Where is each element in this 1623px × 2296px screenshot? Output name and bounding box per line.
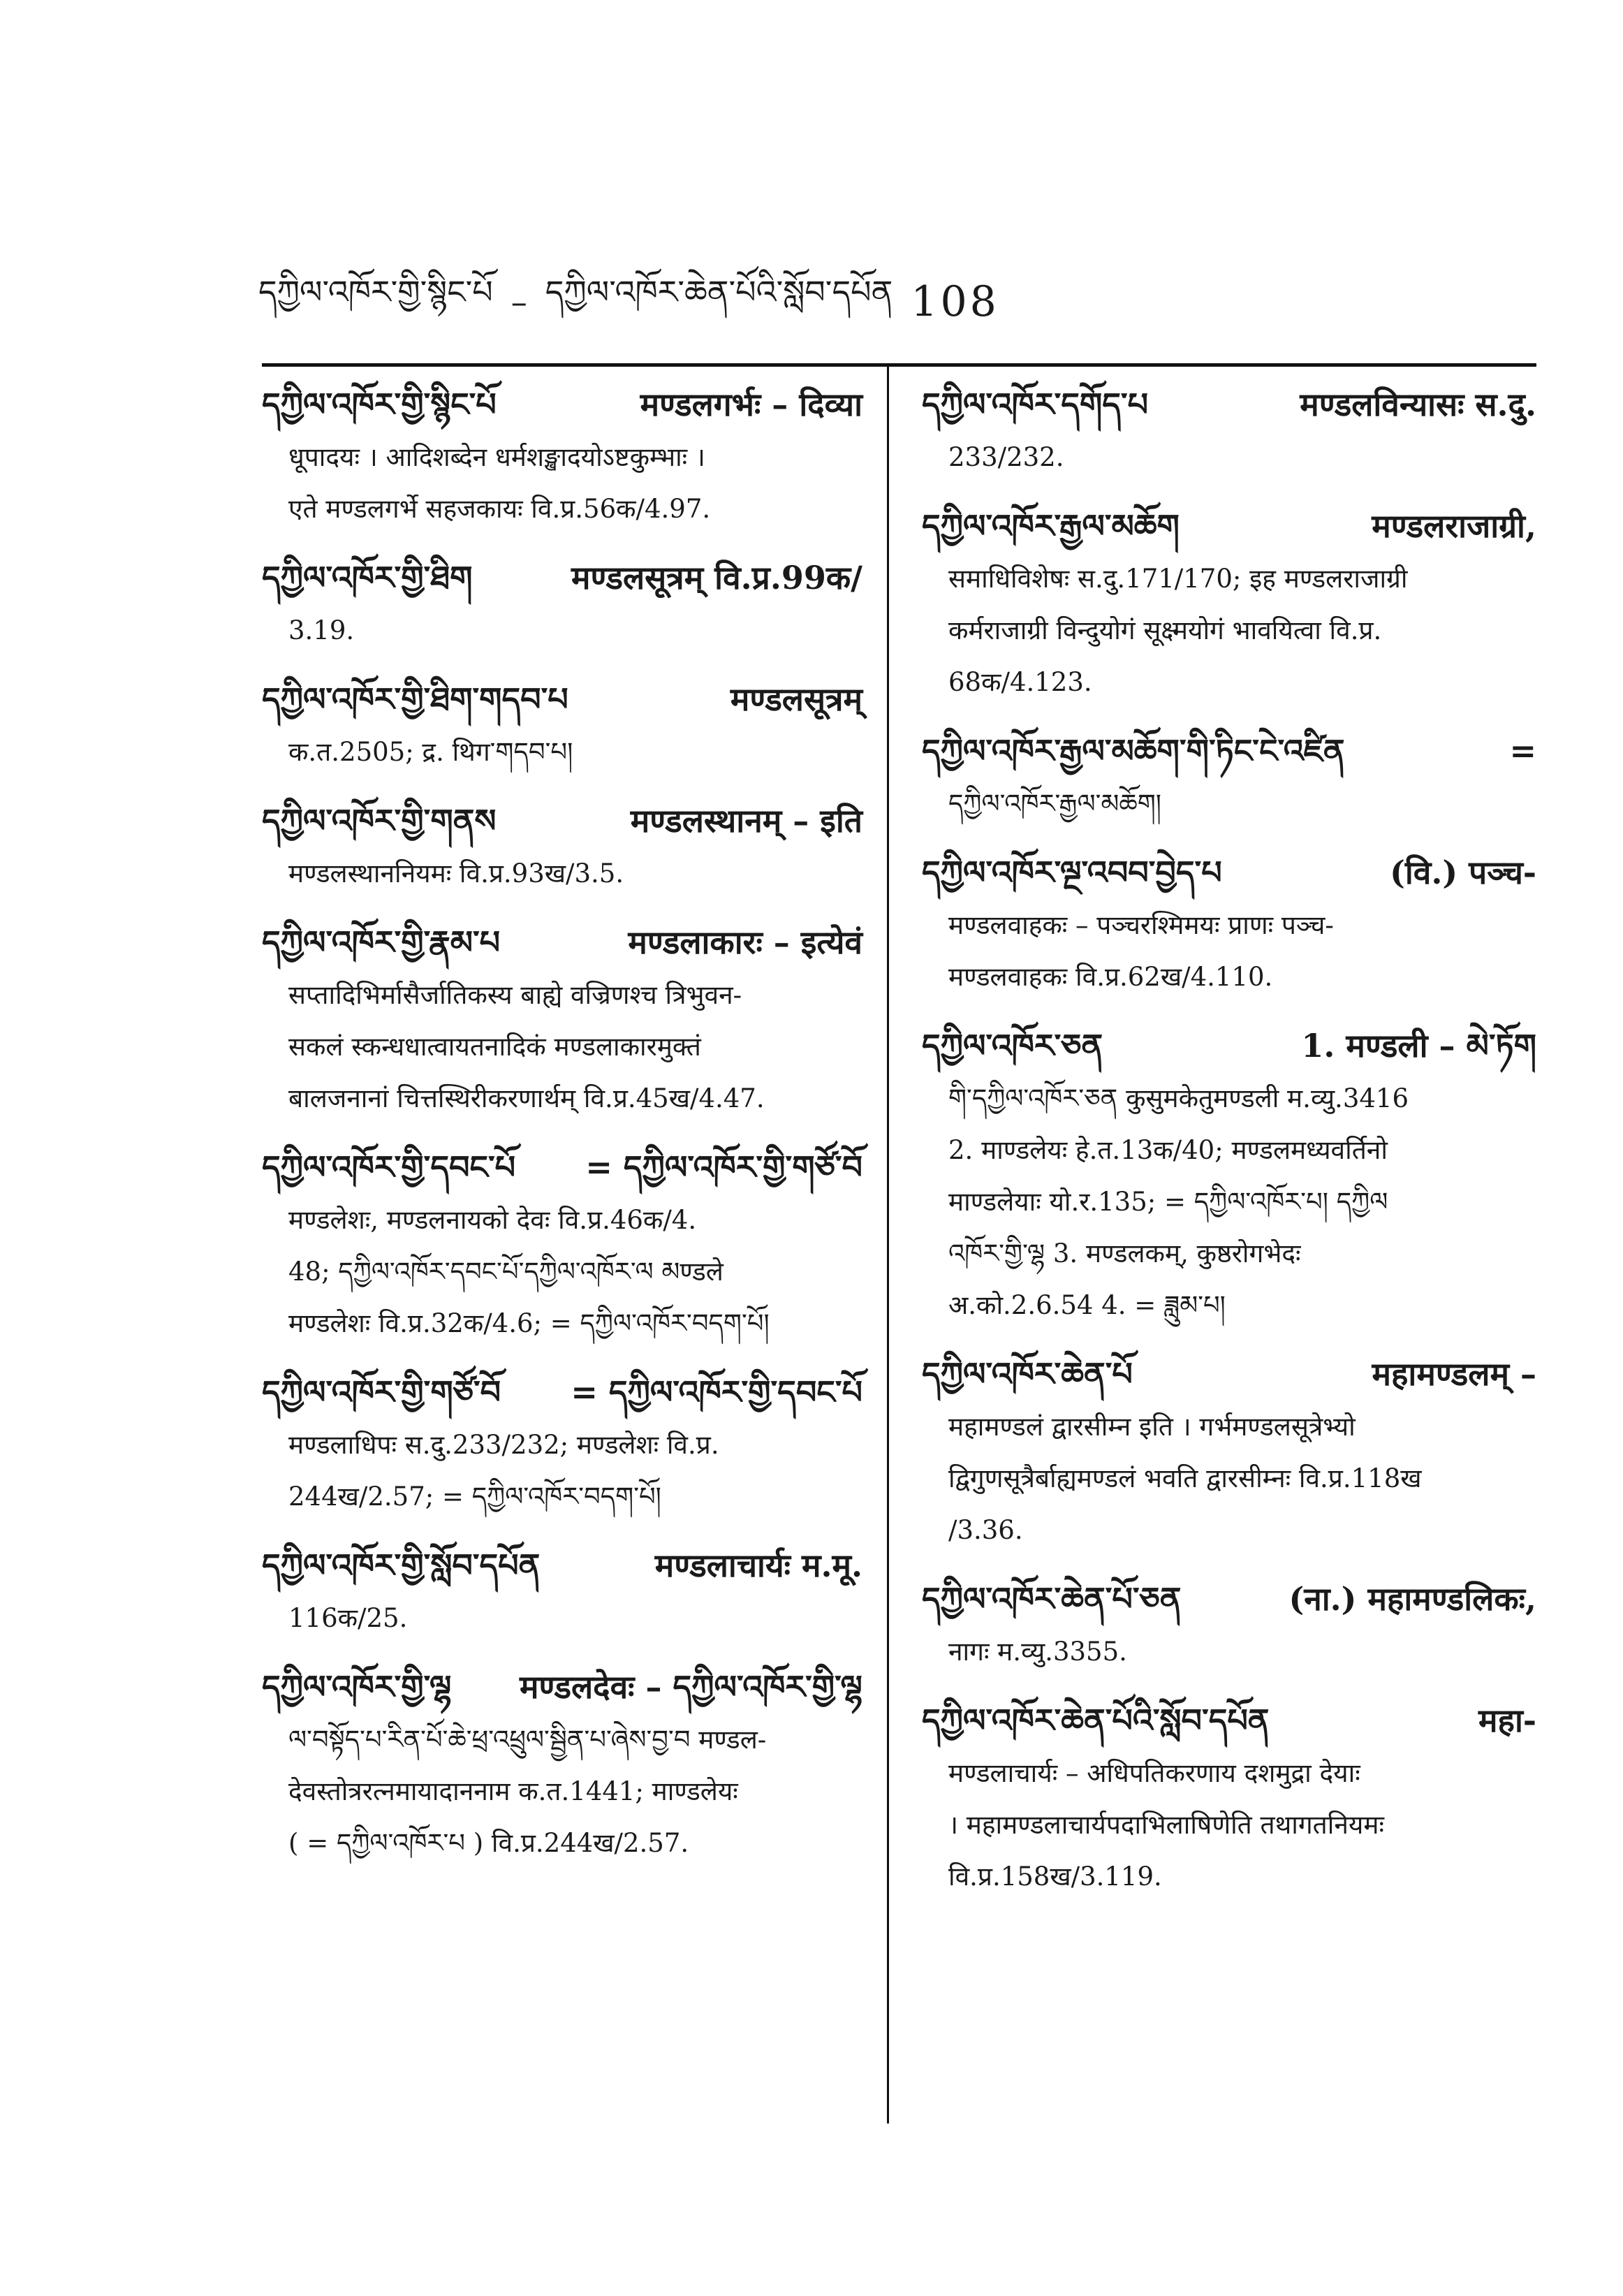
entry-headword — [922, 1572, 1536, 1626]
entry-definition-line: 233/232. — [948, 442, 1064, 472]
entry-headword — [922, 724, 1536, 778]
entry-headword — [262, 672, 862, 726]
entry-definition-line: समाधिविशेषः स.दु.171/170; इह मण्डलराजाग्री — [948, 564, 1408, 594]
entry-definition-line: मण्डलेशः वि.प्र.32क/4.6; = དཀྱིལ་འཁོར་བདག་པོ། — [288, 1308, 770, 1338]
sanskrit-equivalent: मण्डलगर्भः – दिव्या — [640, 386, 862, 423]
dictionary-entry — [262, 1660, 862, 1869]
entry-headword — [262, 794, 862, 848]
entry-headword — [922, 1347, 1536, 1401]
dictionary-entry — [262, 794, 862, 900]
sanskrit-equivalent: मण्डलविन्यासः स.दु. — [1300, 386, 1536, 423]
sanskrit-equivalent: मण्डलाचार्यः म.मू. — [654, 1546, 862, 1584]
entry-headword — [922, 499, 1536, 553]
dictionary-entry — [922, 1693, 1536, 1903]
dictionary-entry — [262, 1140, 862, 1350]
entry-definition-line: सप्तादिभिर्मासैर्जातिकस्य बाह्ये वज्रिणश्च त्रिभुवन- — [288, 980, 742, 1010]
header-right-term: དཀྱིལ་འཁོར་ཆེན་པོའི་སློབ་དཔོན — [545, 272, 893, 311]
entry-headword — [922, 845, 1536, 900]
entry-headword — [262, 377, 862, 432]
tibetan-term: དཀྱིལ་འཁོར་ཆེན་པོ — [922, 1355, 1133, 1393]
header-left-term: དཀྱིལ་འཁོར་གྱི་སྙིང་པོ — [258, 272, 493, 311]
entry-definition-line: अ.को.2.6.54 4. = ཟླུམ་པ། — [948, 1290, 1226, 1320]
entry-definition-line: एते मण्डलगर्भे सहजकायः वि.प्र.56क/4.97. — [288, 494, 711, 524]
entry-headword — [922, 1018, 1536, 1073]
entry-definition-line: 68क/4.123. — [948, 667, 1092, 697]
entry-headword — [922, 1693, 1536, 1748]
dictionary-entry — [262, 377, 862, 535]
dictionary-entry — [262, 1365, 862, 1523]
entry-definition-line: वि.प्र.158ख/3.119. — [948, 1862, 1162, 1892]
sanskrit-equivalent: (ना.) महामण्डलिकः, — [1288, 1580, 1536, 1618]
dictionary-entry — [922, 1572, 1536, 1678]
tibetan-term: དཀྱིལ་འཁོར་གྱི་སྙིང་པོ — [262, 386, 497, 423]
entry-definition-line: क.त.2505; द्र. थिग་གདབ་པ། — [288, 737, 573, 767]
entry-definition-line: /3.36. — [948, 1515, 1023, 1545]
tibetan-term: དཀྱིལ་འཁོར་རྒྱལ་མཆོག — [922, 507, 1180, 545]
entry-headword — [262, 1140, 862, 1194]
entry-definition-line: मण्डलवाहकः वि.प्र.62ख/4.110. — [948, 962, 1273, 992]
entry-definition-line: कर्मराजाग्री विन्दुयोगं सूक्ष्मयोगं भावयित्वा वि.प्र. — [948, 615, 1382, 645]
entry-definition-line: 244ख/2.57; = དཀྱིལ་འཁོར་བདག་པོ། — [288, 1482, 661, 1512]
right-column — [922, 377, 1536, 1918]
entry-definition-line: मण्डलेशः, मण्डलनायको देवः वि.प्र.46क/4. — [288, 1205, 697, 1235]
dictionary-entry — [262, 672, 862, 778]
sanskrit-equivalent: मण्डलाकारः – इत्येवं — [628, 923, 862, 961]
tibetan-term: དཀྱིལ་འཁོར་དགོད་པ — [922, 386, 1149, 423]
entry-definition-line: मण्डलस्थाननियमः वि.प्र.93ख/3.5. — [288, 858, 624, 889]
entry-definition-line: मण्डलाचार्यः – अधिपतिकरणाय दशमुद्रा देयाः — [948, 1758, 1360, 1788]
entry-headword — [262, 915, 862, 970]
entry-definition-line: གི་དཀྱིལ་འཁོར་ཅན कुसुमकेतुमण्डली म.व्यु.3416 — [948, 1083, 1409, 1113]
dictionary-entry — [922, 377, 1536, 483]
dictionary-entry — [262, 1538, 862, 1644]
dictionary-entry — [922, 1018, 1536, 1331]
sanskrit-equivalent: महामण्डलम् – — [1372, 1355, 1536, 1393]
dictionary-entry — [262, 915, 862, 1125]
tibetan-term: དཀྱིལ་འཁོར་རྒྱལ་མཆོག་གི་ཏིང་ངེ་འཛིན — [922, 732, 1345, 770]
entry-definition-line: महामण्डलं द्वारसीम्न इति । गर्भमण्डलसूत्रेभ्यो — [948, 1412, 1356, 1442]
dictionary-entry — [922, 499, 1536, 708]
sanskrit-equivalent: = — [1509, 732, 1536, 770]
tibetan-term: དཀྱིལ་འཁོར་ཅན — [922, 1027, 1103, 1065]
entry-definition-line: ( = དཀྱིལ་འཁོར་པ ) वि.प्र.244ख/2.57. — [288, 1828, 689, 1858]
dictionary-entry — [922, 1347, 1536, 1556]
tibetan-term: དཀྱིལ་འཁོར་གྱི་ལྷ — [262, 1668, 452, 1706]
entry-definition-line: नागः म.व्यु.3355. — [948, 1637, 1127, 1667]
dictionary-entry — [922, 724, 1536, 830]
left-column — [262, 377, 862, 1885]
sanskrit-equivalent: मण्डलसूत्रम् — [730, 680, 862, 718]
entry-definition-line: द्विगुणसूत्रैर्बाह्यमण्डलं भवति द्वारसीम्नः वि.प्र.118ख — [948, 1463, 1422, 1493]
entry-headword — [262, 1538, 862, 1593]
entry-headword — [262, 1660, 862, 1714]
header-rule — [262, 363, 1536, 367]
entry-definition-line: मण्डलवाहकः – पञ्चरश्मिमयः प्राणः पञ्च- — [948, 910, 1334, 940]
running-header — [258, 274, 1166, 330]
header-separator: – — [511, 283, 527, 321]
entry-definition-line: । महामण्डलाचार्यपदाभिलाषिणेति तथागतनियमः — [948, 1810, 1384, 1840]
sanskrit-equivalent: (वि.) पञ्च- — [1390, 854, 1536, 891]
entry-headword — [922, 377, 1536, 432]
sanskrit-equivalent: महा- — [1478, 1702, 1536, 1739]
entry-definition-line: དཀྱིལ་འཁོར་རྒྱལ་མཆོག། — [948, 789, 1161, 819]
entry-definition-line: धूपादयः । आदिशब्देन धर्मशङ्खादयोऽष्टकुम्भाः । — [288, 442, 705, 472]
tibetan-term: དཀྱིལ་འཁོར་གྱི་དབང་པོ — [262, 1148, 516, 1186]
entry-definition-line: 48; དཀྱིལ་འཁོར་དབང་པོ་དཀྱིལ་འཁོར་ལ མण्डले — [288, 1257, 724, 1287]
tibetan-term: དཀྱིལ་འཁོར་གྱི་གཙོ་བོ — [262, 1373, 501, 1411]
entry-headword — [262, 1365, 862, 1419]
tibetan-term: དཀྱིལ་འཁོར་གྱི་སློབ་དཔོན — [262, 1546, 541, 1584]
tibetan-term: དཀྱིལ་འཁོར་ཆེན་པོའི་སློབ་དཔོན — [922, 1702, 1270, 1739]
sanskrit-equivalent: = དཀྱིལ་འཁོར་གྱི་དབང་པོ — [571, 1373, 862, 1411]
tibetan-term: དཀྱིལ་འཁོར་གྱི་ཐིག་གདབ་པ — [262, 680, 568, 718]
entry-definition-line: 116क/25. — [288, 1603, 408, 1633]
page-number: 108 — [911, 277, 999, 326]
dictionary-entry — [922, 845, 1536, 1003]
entry-definition-line: बालजनानां चित्तस्थिरीकरणार्थम् वि.प्र.45ख/4.47. — [288, 1083, 765, 1113]
entry-definition-line: देवस्तोत्ररत्नमायादाननाम क.त.1441; माण्डलेयः — [288, 1776, 738, 1806]
tibetan-term: དཀྱིལ་འཁོར་ལྔ་འབབ་བྱེད་པ — [922, 854, 1222, 891]
entry-definition-line: ལ་བསྟོད་པ་རིན་པོ་ཆེ་ཕྲ་འཕྲུལ་སྦྱིན་པ་ཞེས་བྱ་བ मण्डल- — [288, 1725, 767, 1755]
column-divider — [887, 363, 889, 2123]
sanskrit-equivalent: मण्डलदेवः – དཀྱིལ་འཁོར་གྱི་ལྷ — [520, 1668, 862, 1706]
entry-definition-line: सकलं स्कन्धधात्वायतनादिकं मण्डलाकारमुक्तं — [288, 1032, 701, 1062]
tibetan-term: དཀྱིལ་འཁོར་གྱི་གནས — [262, 802, 497, 840]
entry-headword — [262, 550, 862, 605]
tibetan-term: དཀྱིལ་འཁོར་གྱི་རྣམ་པ — [262, 923, 501, 961]
tibetan-term: དཀྱིལ་འཁོར་ཆེན་པོ་ཅན — [922, 1580, 1182, 1618]
dictionary-entry — [262, 550, 862, 657]
sanskrit-equivalent: मण्डलस्थानम् – इति — [630, 802, 862, 840]
sanskrit-equivalent: मण्डलसूत्रम् वि.प्र.99क/ — [571, 559, 862, 597]
entry-definition-line: माण्डलेयाः यो.र.135; = དཀྱིལ་འཁོར་པ། དཀྱིལ — [948, 1187, 1388, 1217]
entry-definition-line: 3.19. — [288, 615, 355, 645]
entry-definition-line: 2. माण्डलेयः हे.त.13क/40; मण्डलमध्यवर्तिनो — [948, 1135, 1388, 1165]
tibetan-term: དཀྱིལ་འཁོར་གྱི་ཐིག — [262, 559, 473, 597]
sanskrit-equivalent: मण्डलराजाग्री, — [1372, 507, 1536, 545]
sanskrit-equivalent: = དཀྱིལ་འཁོར་གྱི་གཙོ་བོ — [585, 1148, 862, 1186]
sanskrit-equivalent: 1. मण्डली – མེ་ཏོག — [1301, 1027, 1536, 1065]
entry-definition-line: འཁོར་གྱི་ལྷ 3. मण्डलकम्, कुष्ठरोगभेदः — [948, 1238, 1301, 1268]
entry-definition-line: मण्डलाधिपः स.दु.233/232; मण्डलेशः वि.प्र. — [288, 1430, 719, 1460]
